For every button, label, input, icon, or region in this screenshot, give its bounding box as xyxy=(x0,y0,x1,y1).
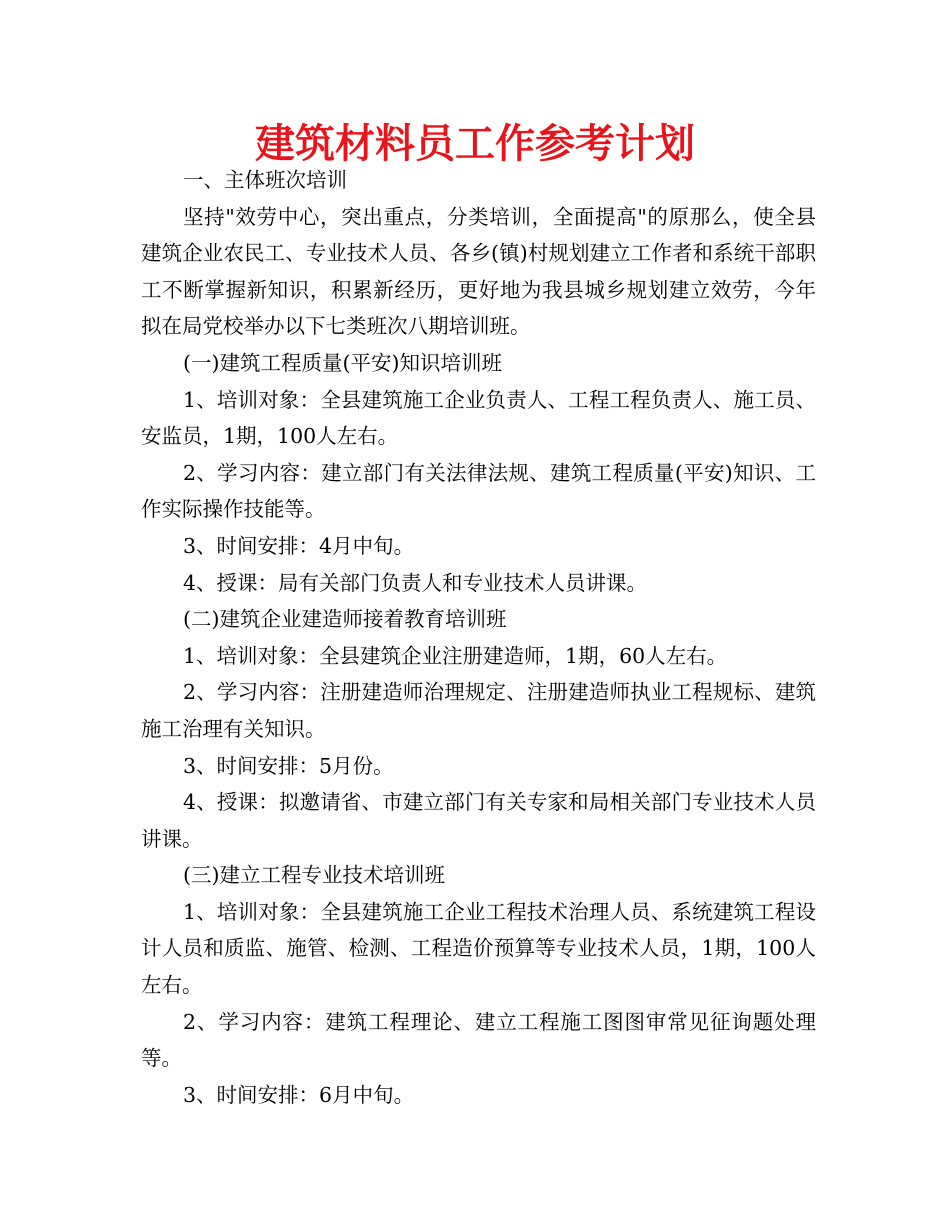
document-body xyxy=(141,162,816,1113)
paragraph: 4、授课：拟邀请省、市建立部门有关专家和局相关部门专业技术人员讲课。 xyxy=(141,790,816,851)
paragraph: 3、时间安排：4月中旬。 xyxy=(183,533,415,558)
paragraph: 坚持"效劳中心，突出重点，分类培训，全面提高"的原那么，使全县建筑企业农民工、专业技术人员、各乡(镇)村规划建立工作者和系统干部职工不断掌握新知识，积累新经历，更好地为我县城乡规划建立效劳，今年拟在局党校举办以下七类班次八期培训班。 xyxy=(141,204,816,339)
paragraph: 3、时间安排：6月中旬。 xyxy=(183,1082,415,1107)
paragraph: 4、授课：局有关部门负责人和专业技术人员讲课。 xyxy=(183,570,648,595)
paragraph: 1、培训对象：全县建筑施工企业负责人、工程工程负责人、施工员、安监员，1期，100人左右。 xyxy=(141,387,816,449)
section-heading: 一、主体班次培训 xyxy=(183,168,348,192)
paragraph: 2、学习内容：建立部门有关法律法规、建筑工程质量(平安)知识、工作实际操作技能等。 xyxy=(141,460,816,522)
paragraph: 1、培训对象：全县建筑企业注册建造师，1期，60人左右。 xyxy=(183,643,728,668)
paragraph: 2、学习内容：建筑工程理论、建立工程施工图图审常见征询题处理等。 xyxy=(141,1009,816,1071)
subsection-heading: (一)建筑工程质量(平安)知识培训班 xyxy=(183,350,503,375)
paragraph: 2、学习内容：注册建造师治理规定、注册建造师执业工程规标、建筑施工治理有关知识。 xyxy=(141,680,816,741)
paragraph: 3、时间安排：5月份。 xyxy=(183,753,394,778)
subsection-heading: (三)建立工程专业技术培训班 xyxy=(183,863,446,888)
subsection-heading: (二)建筑企业建造师接着教育培训班 xyxy=(183,607,507,632)
paragraph: 1、培训对象：全县建筑施工企业工程技术治理人员、系统建筑工程设计人员和质监、施管、检测、工程造价预算等专业技术人员，1期，100人左右。 xyxy=(141,899,816,998)
document-title: 建筑材料员工作参考计划 xyxy=(255,121,695,167)
